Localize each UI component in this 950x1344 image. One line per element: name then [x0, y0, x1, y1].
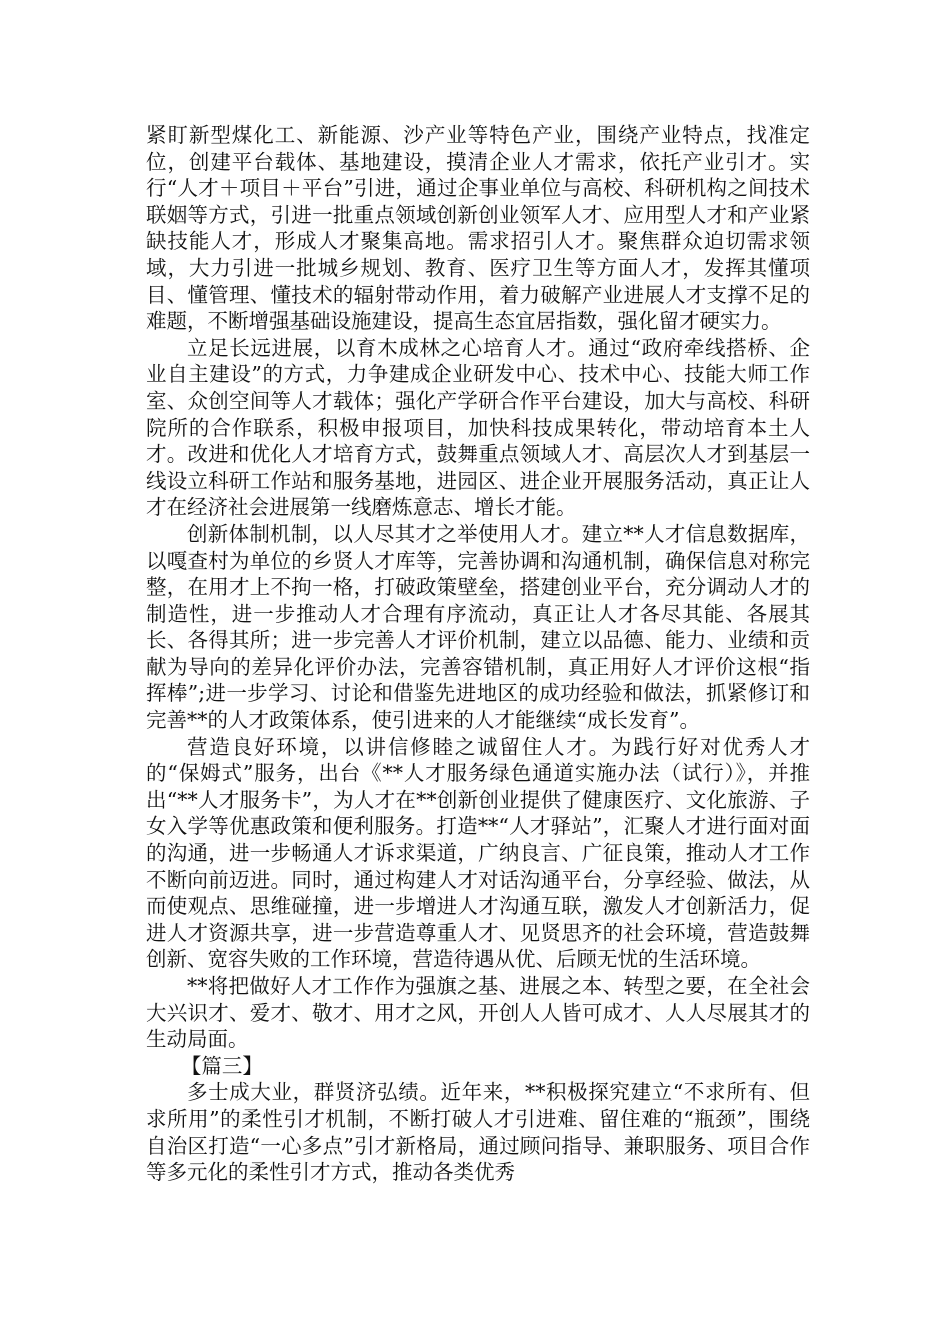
paragraph-flexible-talent: 多士成大业，群贤济弘绩。近年来，**积极探究建立“不求所有、但求所用”的柔性引才机制，不断打破人才引进难、留住难的“瓶颈”，围绕自治区打造“一心多点”引才新格局，通过顾问指导、兼职服务、项目合作等多元化的柔性引才方式，推动各类优秀: [146, 1080, 810, 1185]
paragraph-retain-talent: 营造良好环境，以讲信修睦之诚留住人才。为践行好对优秀人才的“保姆式”服务，出台《**人才服务绿色通道实施办法（试行）》，并推出“**人才服务卡”，为人才在**创新创业提供了健康医疗、文化旅游、子女入学等优惠政策和便利服务。打造**“人才驿站”，汇聚人才进行面对面的沟通，进一步畅通人才诉求渠道，广纳良言、广征良策，推动人才工作不断向前迈进。同时，通过构建人才对话沟通平台，分享经验、做法，从而使观点、思维碰撞，进一步增进人才沟通互联，激发人才创新活力，促进人才资源共享，进一步营造尊重人才、见贤思齐的社会环境，营造鼓舞创新、宽容失败的工作环境，营造待遇从优、后顾无忧的生活环境。: [146, 734, 810, 972]
paragraph-conclusion: **将把做好人才工作作为强旗之基、进展之本、转型之要，在全社会大兴识才、爱才、敬才、用才之风，开创人人皆可成才、人人尽展其才的生动局面。: [146, 974, 810, 1052]
paragraph-use-talent: 创新体制机制，以人尽其才之举使用人才。建立**人才信息数据库，以嘎查村为单位的乡贤人才库等，完善协调和沟通机制，确保信息对称完整，在用才上不拘一格，打破政策壁垒，搭建创业平台，充分调动人才的制造性，进一步推动人才合理有序流动，真正让人才各尽其能、各展其长、各得其所；进一步完善人才评价机制，建立以品德、能力、业绩和贡献为导向的差异化评价办法，完善容错机制，真正用好人才评价这根“指挥棒”;进一步学习、讨论和借鉴先进地区的成功经验和做法，抓紧修订和完善**的人才政策体系，使引进来的人才能继续“成长发育”。: [146, 521, 810, 733]
paragraph-industry-talent: 紧盯新型煤化工、新能源、沙产业等特色产业，围绕产业特点，找准定位，创建平台载体、基地建设，摸清企业人才需求，依托产业引才。实行“人才＋项目＋平台”引进，通过企事业单位与高校、科研机构之间技术联姻等方式，引进一批重点领域创新创业领军人才、应用型人才和产业紧缺技能人才，形成人才聚集高地。需求招引人才。聚焦群众迫切需求领域，大力引进一批城乡规划、教育、医疗卫生等方面人才，发挥其懂项目、懂管理、懂技术的辐射带动作用，着力破解产业进展人才支撑不足的难题，不断增强基础设施建设，提高生态宜居指数，强化留才硬实力。: [146, 123, 810, 334]
section-heading-part-three: 【篇三】: [180, 1053, 263, 1078]
document-page: [146, 122, 810, 1186]
paragraph-cultivate-talent: 立足长远进展，以育木成林之心培育人才。通过“政府牵线搭桥、企业自主建设”的方式，力争建成企业研发中心、技术中心、技能大师工作室、众创空间等人才载体；强化产学研合作平台建设，加大与高校、科研院所的合作联系，积极申报项目，加快科技成果转化，带动培育本土人才。改进和优化人才培育方式，鼓舞重点领域人才、高层次人才到基层一线设立科研工作站和服务基地，进园区、进企业开展服务活动，真正让人才在经济社会进展第一线磨炼意志、增长才能。: [146, 335, 810, 520]
